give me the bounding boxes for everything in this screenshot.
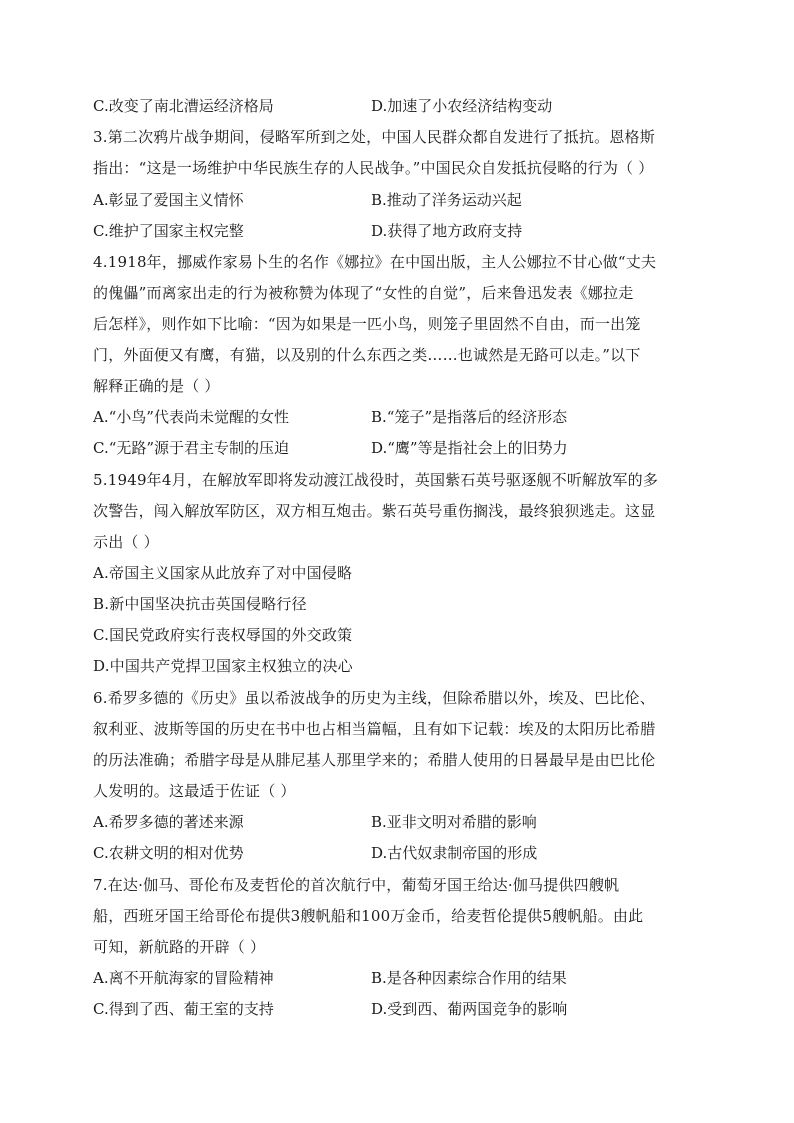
q5-option-c[interactable]: C.国民党政府实行丧权辱国的外交政策 bbox=[93, 626, 353, 644]
q7-option-b[interactable]: B.是各种因素综合作用的结果 bbox=[371, 969, 567, 987]
q6-option-d[interactable]: D.古代奴隶制帝国的形成 bbox=[371, 844, 538, 862]
q7-stem-line-2: 船，西班牙国王给哥伦布提供3艘帆船和100万金币，给麦哲伦提供5艘帆船。由此 bbox=[93, 907, 644, 925]
q2-options-row-cd bbox=[93, 96, 713, 116]
q4-stem-line-3: 后怎样》，则作如下比喻：“因为如果是一匹小鸟，则笼子里固然不自由，而一出笼 bbox=[93, 315, 641, 333]
q6-stem-line-4: 人发明的。这最适于佐证（ ） bbox=[93, 782, 296, 800]
q5-stem-line-2: 次警告，闯入解放军防区，双方相互炮击。紫石英号重伤搁浅，最终狼狈逃走。这显 bbox=[93, 502, 656, 520]
q5-stem-line-1: 5.1949年4月，在解放军即将发动渡江战役时，英国紫石英号驱逐舰不听解放军的多 bbox=[93, 471, 659, 489]
q7-option-a[interactable]: A.离不开航海家的冒险精神 bbox=[93, 969, 274, 987]
q6-stem-line-2: 叙利亚、波斯等国的历史在书中也占相当篇幅，且有如下记载：埃及的太阳历比希腊 bbox=[93, 720, 656, 738]
q7-option-d[interactable]: D.受到西、葡两国竞争的影响 bbox=[371, 1000, 568, 1018]
q4-stem-line-4: 门，外面便又有鹰，有猫，以及别的什么东西之类……也诚然是无路可以走。”以下 bbox=[93, 346, 641, 364]
q3-option-d[interactable]: D.获得了地方政府支持 bbox=[371, 222, 523, 240]
q6-stem-line-1: 6.希罗多德的《历史》虽以希波战争的历史为主线，但除希腊以外，埃及、巴比伦、 bbox=[93, 689, 655, 707]
q4-stem-line-5: 解释正确的是（ ） bbox=[93, 377, 220, 395]
q4-options-row-cd bbox=[93, 438, 713, 458]
q2-option-d[interactable]: D.加速了小农经济结构变动 bbox=[371, 97, 553, 115]
q3-option-c[interactable]: C.维护了国家主权完整 bbox=[93, 222, 244, 240]
q3-option-a[interactable]: A.彰显了爱国主义情怀 bbox=[93, 191, 244, 209]
q6-option-b[interactable]: B.亚非文明对希腊的影响 bbox=[371, 813, 537, 831]
q4-option-b[interactable]: B.“笼子”是指落后的经济形态 bbox=[371, 408, 568, 426]
q5-option-a[interactable]: A.帝国主义国家从此放弃了对中国侵略 bbox=[93, 564, 353, 582]
q6-option-c[interactable]: C.农耕文明的相对优势 bbox=[93, 844, 244, 862]
q5-option-d[interactable]: D.中国共产党捍卫国家主权独立的决心 bbox=[93, 657, 353, 675]
q7-options-row-ab bbox=[93, 968, 713, 988]
q7-options-row-cd bbox=[93, 999, 713, 1019]
q6-option-a[interactable]: A.希罗多德的著述来源 bbox=[93, 813, 244, 831]
q4-options-row-ab bbox=[93, 407, 713, 427]
q4-option-c[interactable]: C.“无路”源于君主专制的压迫 bbox=[93, 439, 290, 457]
q4-option-a[interactable]: A.“小鸟”代表尚未觉醒的女性 bbox=[93, 408, 289, 426]
q5-option-b[interactable]: B.新中国坚决抗击英国侵略行径 bbox=[93, 595, 307, 613]
q3-options-row-cd bbox=[93, 221, 713, 241]
q7-stem-line-3: 可知，新航路的开辟（ ） bbox=[93, 938, 266, 956]
q4-option-d[interactable]: D.“鹰”等是指社会上的旧势力 bbox=[371, 439, 568, 457]
q3-options-row-ab bbox=[93, 190, 713, 210]
q7-stem-line-1: 7.在达·伽马、哥伦布及麦哲伦的首次航行中，葡萄牙国王给达·伽马提供四艘帆 bbox=[93, 876, 620, 894]
q6-options-row-cd bbox=[93, 843, 713, 863]
q3-stem-line-1: 3.第二次鸦片战争期间，侵略军所到之处，中国人民群众都自发进行了抵抗。恩格斯 bbox=[93, 128, 655, 146]
q4-stem-line-1: 4.1918年，挪威作家易卜生的名作《娜拉》在中国出版，主人公娜拉不甘心做“丈夫 bbox=[93, 253, 657, 271]
q2-option-c[interactable]: C.改变了南北漕运经济格局 bbox=[93, 97, 274, 115]
q3-option-b[interactable]: B.推动了洋务运动兴起 bbox=[371, 191, 522, 209]
q4-stem-line-2: 的傀儡”而离家出走的行为被称赞为体现了“女性的自觉”，后来鲁迅发表《娜拉走 bbox=[93, 284, 634, 302]
q6-stem-line-3: 的历法准确；希腊字母是从腓尼基人那里学来的；希腊人使用的日晷最早是由巴比伦 bbox=[93, 751, 656, 769]
q5-stem-line-3: 示出（ ） bbox=[93, 533, 159, 551]
q7-option-c[interactable]: C.得到了西、葡王室的支持 bbox=[93, 1000, 274, 1018]
q3-stem-line-2: 指出：“这是一场维护中华民族生存的人民战争。”中国民众自发抵抗侵略的行为（ ） bbox=[93, 159, 654, 177]
q6-options-row-ab bbox=[93, 812, 713, 832]
